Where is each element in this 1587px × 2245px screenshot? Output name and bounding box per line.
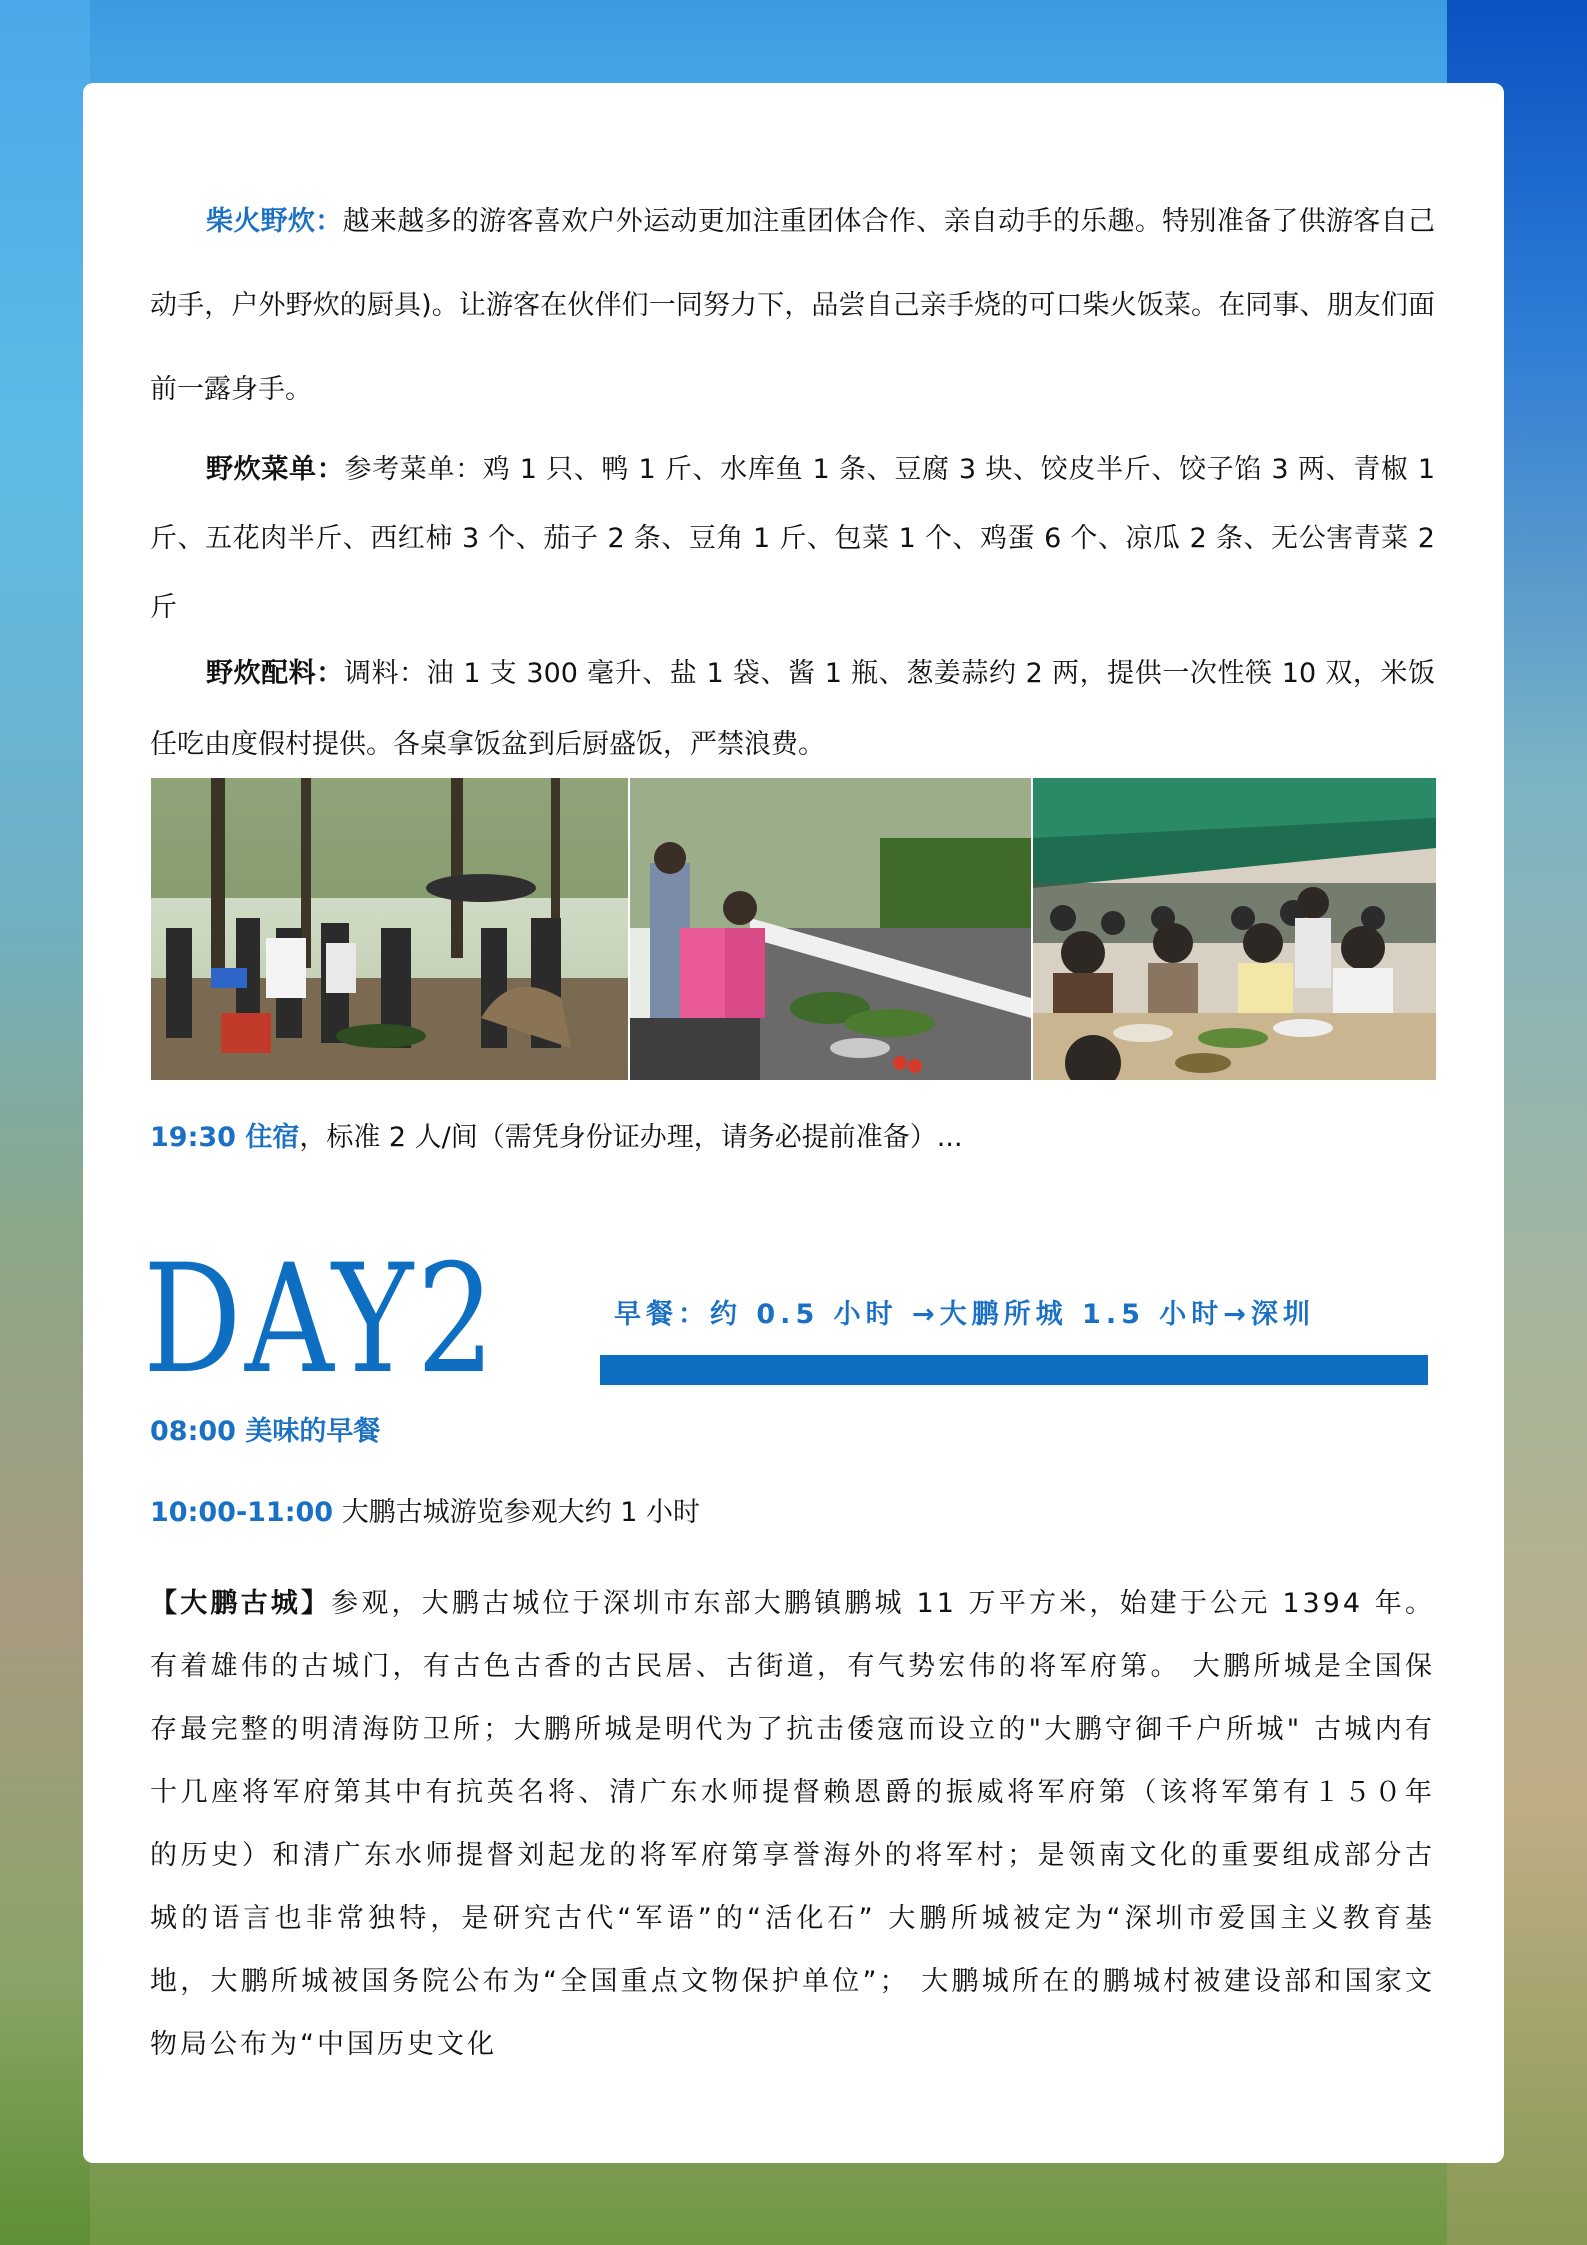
breakfast-line bbox=[150, 1412, 1435, 1452]
dapeng-keyword: 【大鹏古城】 bbox=[150, 1588, 332, 1619]
stay-line bbox=[150, 1118, 1435, 1158]
bonfire-keyword: 柴火野炊： bbox=[206, 206, 343, 237]
menu-paragraph bbox=[150, 435, 1435, 642]
stay-time: 19:30 住宿 bbox=[150, 1122, 300, 1153]
background-left bbox=[0, 0, 90, 2245]
dapeng-description bbox=[150, 1572, 1435, 2076]
photo-strip bbox=[151, 778, 1436, 1080]
day2-bar bbox=[600, 1355, 1428, 1385]
bonfire-paragraph bbox=[150, 180, 1435, 432]
tour-time: 10:00-11:00 bbox=[150, 1497, 334, 1528]
ingredients-text: 调料：油 1 支 300 毫升、盐 1 袋、酱 1 瓶、葱姜蒜约 2 两，提供一次性筷 10 双，米饭任吃由度假村提供。各桌拿饭盆到后厨盛饭，严禁浪费。 bbox=[150, 658, 1436, 760]
menu-text: 参考菜单：鸡 1 只、鸭 1 斤、水库鱼 1 条、豆腐 3 块、饺皮半斤、饺子馅 3 两、青椒 1 斤、五花肉半斤、西红柿 3 个、茄子 2 条、豆角 1 斤、包菜 1 个、鸡蛋 6 个、凉瓜 2 条、无公害青菜 2 斤 bbox=[150, 454, 1435, 623]
bonfire-text: 越来越多的游客喜欢户外运动更加注重团体合作、亲自动手的乐趣。特别准备了供游客自己动手，户外野炊的厨具)。让游客在伙伴们一同努力下，品尝自己亲手烧的可口柴火饭菜。在同事、朋友们面前一露身手。 bbox=[150, 206, 1436, 405]
photo-dining-tent bbox=[1033, 778, 1436, 1080]
menu-keyword: 野炊菜单： bbox=[206, 454, 345, 485]
day2-title: DAY2 bbox=[143, 1233, 499, 1407]
stay-text: ，标准 2 人/间（需凭身份证办理，请务必提前准备）... bbox=[299, 1122, 963, 1153]
photo-bonfire-crowd bbox=[151, 778, 628, 1080]
dapeng-text: 参观，大鹏古城位于深圳市东部大鹏镇鹏城 11 万平方米，始建于公元 1394 年。有着雄伟的古城门，有古色古香的古民居、古街道，有气势宏伟的将军府第。 大鹏所城是全国保存最完整的明清海防卫所；大鹏所城是明代为了抗击倭寇而设立的"大鹏守御千户所城" 古城内有十几座将军府第其中有抗英名将、清广东水师提督赖恩爵的振威将军府第（该将军第有１５０年的历史）和清广东水师提督刘起龙的将军府第享誉海外的将军村；是领南文化的重要组成部分古城的语言也非常独特，是研究古代“军语”的“活化石” 大鹏所城被定为“深圳市爱国主义教育基地，大鹏所城被国务院公布为“全国重点文物保护单位”； 大鹏城所在的鹏城村被建设部和国家文物局公布为“中国历史文化 bbox=[150, 1588, 1435, 2060]
breakfast-text: 08:00 美味的早餐 bbox=[150, 1416, 381, 1447]
day2-route: 早餐：约 0.5 小时 →大鹏所城 1.5 小时→深圳 bbox=[614, 1299, 1315, 1330]
tour-text: 大鹏古城游览参观大约 1 小时 bbox=[341, 1497, 701, 1528]
photo-cooking bbox=[630, 778, 1031, 1080]
ingredients-paragraph bbox=[150, 638, 1435, 780]
tour-line bbox=[150, 1493, 1435, 1533]
ingredients-keyword: 野炊配料： bbox=[206, 658, 344, 689]
